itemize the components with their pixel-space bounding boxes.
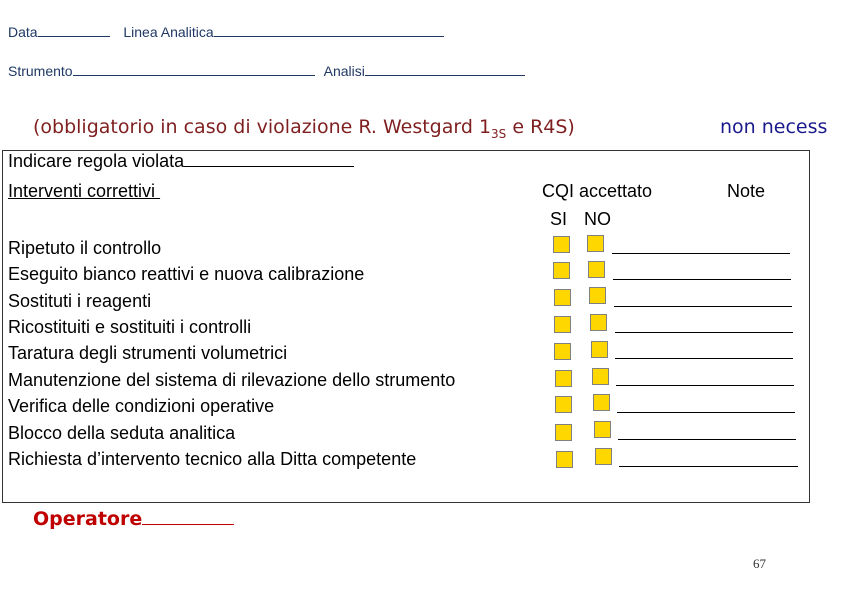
- note-field[interactable]: [615, 332, 793, 333]
- si-checkbox[interactable]: [554, 316, 571, 333]
- strumento-label: Strumento: [8, 63, 73, 79]
- note-heading: Note: [727, 181, 766, 201]
- linea-analitica-label: Linea Analitica: [123, 24, 214, 40]
- note-field[interactable]: [612, 253, 790, 254]
- operatore-field[interactable]: [142, 508, 234, 525]
- si-checkbox[interactable]: [555, 370, 572, 387]
- data-label: Data: [8, 24, 38, 40]
- no-checkbox[interactable]: [595, 448, 612, 465]
- strumento-field[interactable]: [73, 63, 315, 76]
- list-item: Ricostituiti e sostituiti i controlli: [8, 317, 252, 337]
- si-heading: SI: [550, 209, 568, 229]
- note-field[interactable]: [618, 439, 796, 440]
- obbligatorio-subscript: 3S: [491, 126, 507, 141]
- no-checkbox[interactable]: [591, 341, 608, 358]
- si-checkbox[interactable]: [556, 451, 573, 468]
- list-item: Verifica delle condizioni operative: [8, 396, 275, 416]
- si-checkbox[interactable]: [553, 236, 570, 253]
- header-data-row: [8, 24, 444, 40]
- note-field[interactable]: [616, 385, 794, 386]
- analisi-field[interactable]: [365, 63, 525, 76]
- no-checkbox[interactable]: [590, 314, 607, 331]
- linea-analitica-field[interactable]: [214, 24, 444, 37]
- obbligatorio-suffix: e R4S): [506, 116, 575, 138]
- no-checkbox[interactable]: [588, 261, 605, 278]
- analisi-label: Analisi: [323, 63, 365, 79]
- data-field[interactable]: [38, 24, 110, 37]
- note-field[interactable]: [614, 306, 792, 307]
- interventi-correttivi-label: Interventi correttivi: [8, 181, 156, 201]
- list-item: Eseguito bianco reattivi e nuova calibrazione: [8, 264, 365, 284]
- list-item: Blocco della seduta analitica: [8, 423, 236, 443]
- si-checkbox[interactable]: [554, 289, 571, 306]
- non-necessario-note: non necess: [720, 116, 828, 138]
- obbligatorio-text: (obbligatorio in caso di violazione R. Westgard 1: [33, 116, 492, 138]
- operatore-label: Operatore: [33, 508, 143, 530]
- note-field[interactable]: [617, 412, 795, 413]
- no-checkbox[interactable]: [587, 235, 604, 252]
- si-checkbox[interactable]: [555, 396, 572, 413]
- operatore-row: [33, 508, 234, 530]
- si-checkbox[interactable]: [555, 424, 572, 441]
- regola-violata-row: [8, 151, 354, 172]
- note-field[interactable]: [619, 466, 798, 467]
- no-checkbox[interactable]: [589, 287, 606, 304]
- note-field[interactable]: [615, 358, 793, 359]
- note-field[interactable]: [613, 279, 791, 280]
- no-checkbox[interactable]: [593, 394, 610, 411]
- regola-violata-label: Indicare regola violata: [8, 151, 185, 171]
- header-strumento-row: [8, 63, 525, 79]
- obbligatorio-note: [33, 116, 575, 141]
- list-item: Richiesta d’intervento tecnico alla Ditta competente: [8, 449, 417, 469]
- no-checkbox[interactable]: [592, 368, 609, 385]
- cqi-accettato-heading: CQI accettato: [542, 181, 653, 201]
- list-item: Sostituti i reagenti: [8, 291, 152, 311]
- list-item: Manutenzione del sistema di rilevazione dello strumento: [8, 370, 456, 390]
- list-item: Taratura degli strumenti volumetrici: [8, 343, 288, 363]
- no-heading: NO: [584, 209, 611, 229]
- page-number: 67: [753, 556, 766, 571]
- no-checkbox[interactable]: [594, 421, 611, 438]
- list-item: Ripetuto il controllo: [8, 238, 162, 258]
- regola-violata-field[interactable]: [184, 151, 354, 167]
- si-checkbox[interactable]: [553, 262, 570, 279]
- si-checkbox[interactable]: [554, 343, 571, 360]
- interventi-correttivi-heading: [8, 181, 160, 202]
